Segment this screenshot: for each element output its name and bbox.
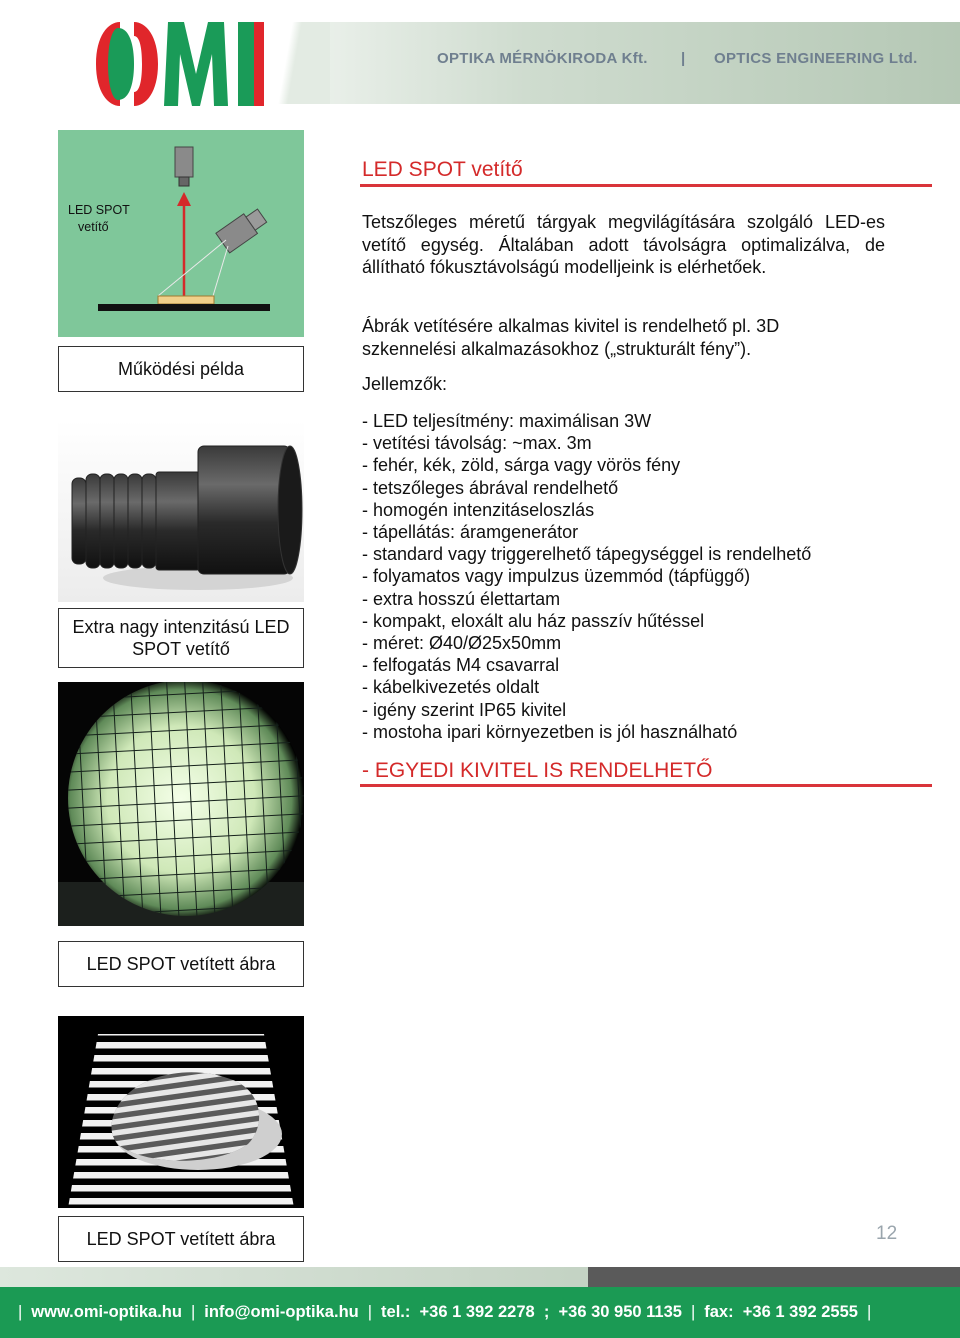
stripe-projection-image [58, 1016, 304, 1208]
caption-projected-2: LED SPOT vetített ábra [58, 1216, 304, 1262]
caption-product: Extra nagy intenzitású LED SPOT vetítő [58, 608, 304, 668]
page-title: LED SPOT vetítő [362, 158, 523, 181]
intro-paragraph-end: is elérhetőek. [659, 257, 767, 277]
feature-item: - tetszőleges ábrával rendelhető [362, 477, 619, 498]
intro-paragraph-body: Tetszőleges méretű tárgyak megvilágítására szolgáló LED-es vetítő egység. Általában adott távolságra optimalizálva, de állítható fókusztávolságú modelljeink [362, 212, 885, 277]
features-heading: Jellemzők: [362, 374, 448, 394]
feature-item: - extra hosszú élettartam [362, 588, 561, 609]
pattern-paragraph-body: Ábrák vetítésére alkalmas kivitel is rendelhető pl. 3D [362, 316, 780, 336]
feature-item: - vetítési távolság: ~max. 3m [362, 433, 592, 454]
custom-design-note: - EGYEDI KIVITEL IS RENDELHETŐ [362, 759, 713, 782]
led-spot-projector-photo [58, 420, 304, 602]
omi-logo [68, 14, 268, 114]
company-name-hu: OPTIKA MÉRNÖKIRODA Kft. [437, 50, 648, 67]
contact-footer: | www.omi-optika.hu | info@omi-optika.hu | tel.: +36 1 392 2278 ; +36 30 950 1135 | fax: +36 1 392 2555 | [0, 1287, 960, 1338]
company-name-en: OPTICS ENGINEERING Ltd. [714, 50, 918, 67]
header-separator: | [681, 50, 686, 67]
diagram-label-line1: LED SPOT [68, 203, 130, 217]
fax-label: fax: [704, 1303, 734, 1321]
page-header [0, 0, 960, 128]
feature-item: - kábelkivezetés oldalt [362, 677, 540, 698]
product-photo [58, 420, 304, 602]
phone-1: +36 1 392 2278 [419, 1303, 535, 1321]
feature-item: - igény szerint IP65 kivitel [362, 699, 567, 720]
feature-item: - standard vagy triggerelhető tápegységgel is rendelhető [362, 544, 812, 565]
feature-item: - kompakt, eloxált alu ház passzív hűtéssel [362, 610, 705, 631]
fax-number: +36 1 392 2555 [742, 1303, 858, 1321]
caption-projected-1: LED SPOT vetített ábra [58, 941, 304, 987]
feature-item: - folyamatos vagy impulzus üzemmód (tápfüggő) [362, 566, 751, 587]
intro-paragraph [362, 211, 885, 279]
feature-item: - felfogatás M4 csavarral [362, 655, 560, 676]
projected-stripes-photo [58, 1016, 304, 1208]
feature-item: - fehér, kék, zöld, sárga vagy vörös fény [362, 455, 681, 476]
email-link[interactable]: info@omi-optika.hu [204, 1303, 359, 1321]
feature-item: - homogén intenzitáseloszlás [362, 499, 595, 520]
tel-label: tel.: [381, 1303, 411, 1321]
diagram-label-line2: vetítő [78, 220, 109, 234]
page-number: 12 [876, 1223, 898, 1244]
feature-item: - tápellátás: áramgenerátor [362, 522, 579, 543]
pattern-paragraph-end: szkennelési alkalmazásokhoz („strukturált fény”). [362, 338, 752, 359]
phone-separator: ; [543, 1303, 550, 1321]
feature-item: - mostoha ipari környezetben is jól használható [362, 721, 738, 742]
grid-projection-image [58, 682, 304, 926]
feature-item: - LED teljesítmény: maximálisan 3W [362, 411, 652, 431]
pattern-paragraph [362, 315, 885, 360]
projector-diagram [58, 130, 304, 337]
custom-note-underline [360, 784, 932, 787]
projected-grid-photo [58, 682, 304, 926]
footer-dark-band [588, 1267, 960, 1287]
caption-working-example: Működési példa [58, 346, 304, 392]
website-link[interactable]: www.omi-optika.hu [31, 1303, 182, 1321]
title-underline [360, 184, 932, 187]
feature-item: - méret: Ø40/Ø25x50mm [362, 633, 562, 654]
features-list [362, 410, 922, 743]
phone-2: +36 30 950 1135 [558, 1303, 682, 1321]
working-example-diagram [58, 130, 304, 337]
